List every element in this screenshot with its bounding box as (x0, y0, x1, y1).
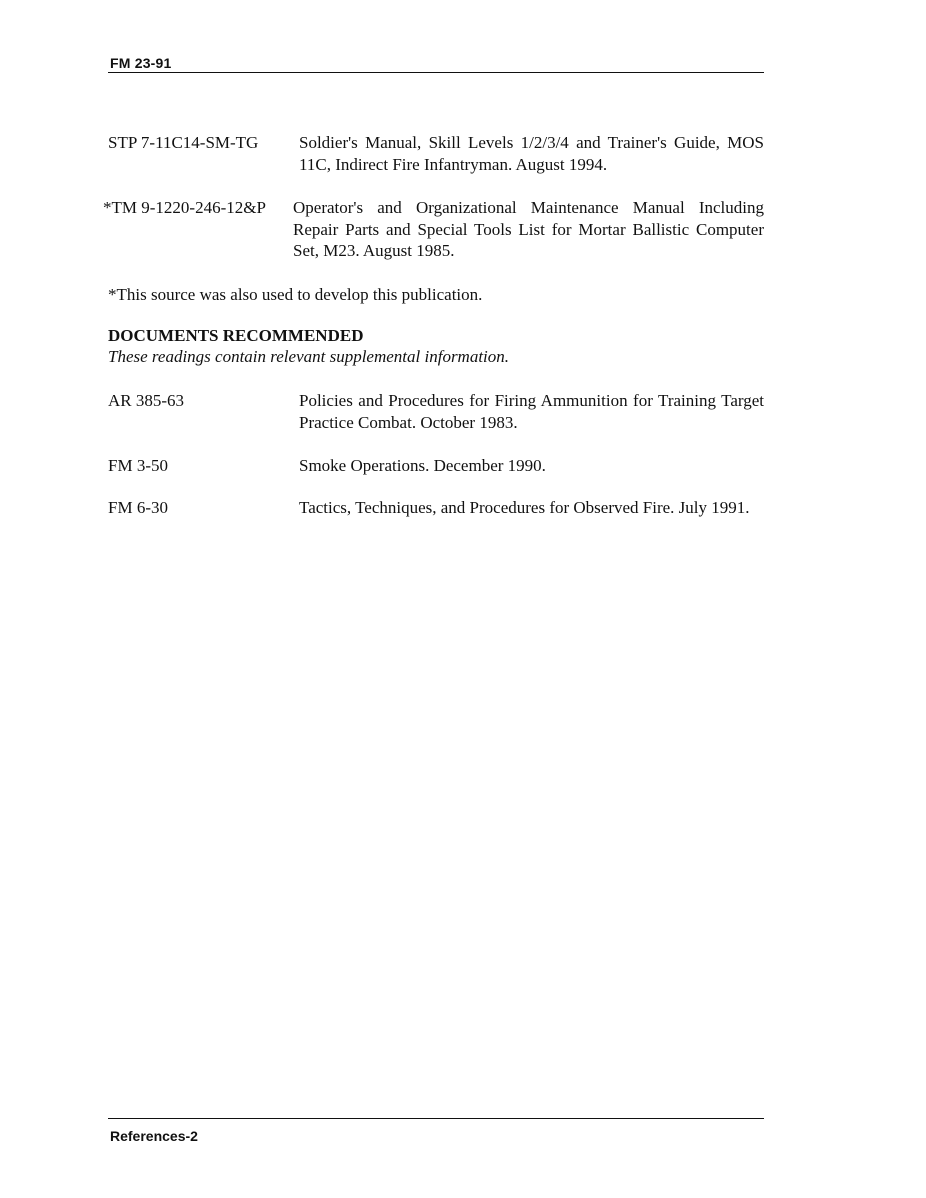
reference-description: Policies and Procedures for Firing Ammunition for Training Target Practice Combat. October 1983. (299, 391, 764, 432)
reference-id: FM 3-50 (108, 456, 168, 475)
reference-id: *TM 9-1220-246-12&P (103, 198, 266, 217)
section-heading: DOCUMENTS RECOMMENDED (108, 326, 364, 345)
reference-id: STP 7-11C14-SM-TG (108, 133, 259, 152)
reference-id: FM 6-30 (108, 498, 168, 517)
reference-description: Smoke Operations. December 1990. (299, 456, 546, 475)
footnote: *This source was also used to develop this publication. (108, 285, 483, 304)
footer-rule (108, 1118, 764, 1119)
running-header: FM 23-91 (110, 55, 172, 71)
header-rule (108, 72, 764, 73)
reference-description: Tactics, Techniques, and Procedures for Observed Fire. July 1991. (299, 498, 750, 517)
reference-description: Soldier's Manual, Skill Levels 1/2/3/4 and Trainer's Guide, MOS 11C, Indirect Fire Infantryman. August 1994. (299, 133, 764, 174)
reference-description: Operator's and Organizational Maintenance Manual Including Repair Parts and Special Tools List for Mortar Ballistic Computer Set, M23. August 1985. (293, 198, 764, 260)
section-intro: These readings contain relevant supplemental information. (108, 347, 510, 366)
reference-id: AR 385-63 (108, 391, 185, 410)
page-number: References-2 (110, 1128, 198, 1144)
